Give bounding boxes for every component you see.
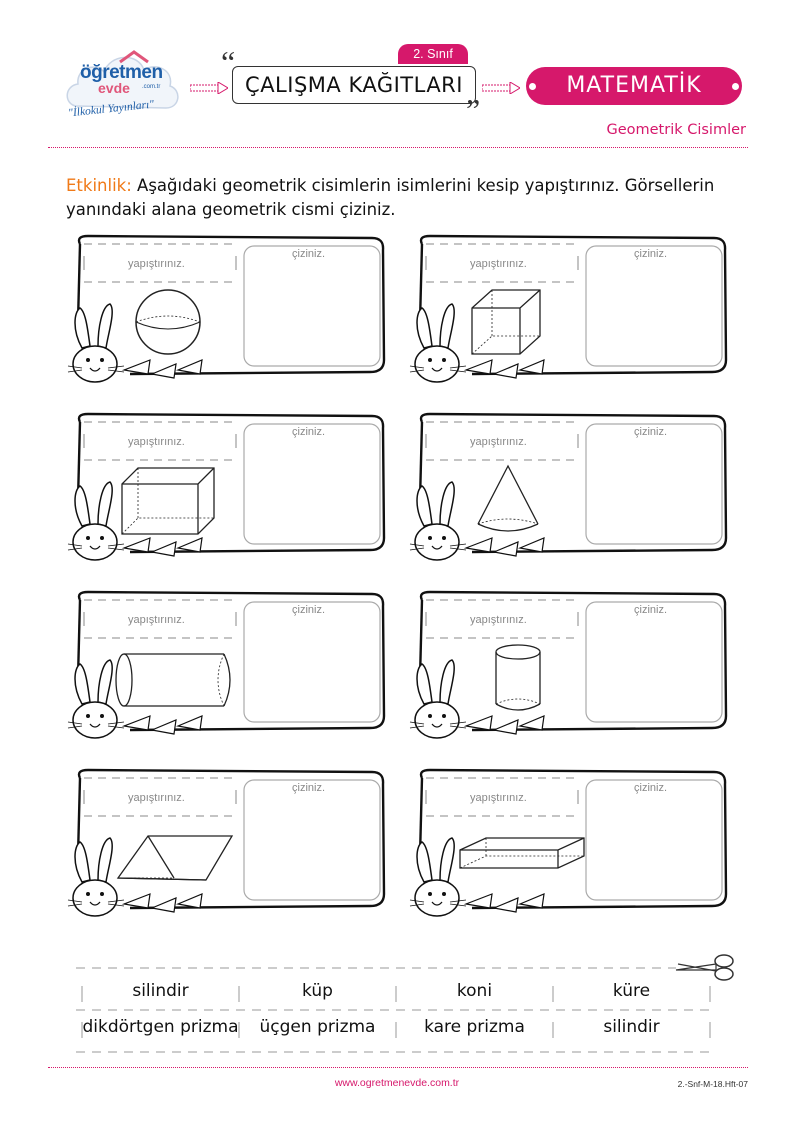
word-card[interactable]: üçgen prizma xyxy=(259,1017,376,1037)
draw-area-label: çiziniz. xyxy=(634,604,668,616)
paste-area-label: yapıştırınız. xyxy=(128,258,185,270)
triangular-prism-icon xyxy=(114,818,236,884)
shape-card xyxy=(70,232,388,382)
page-title: ÇALIŞMA KAĞITLARI xyxy=(232,66,476,104)
divider xyxy=(48,147,748,148)
logo-text: öğretmen xyxy=(80,62,163,83)
divider xyxy=(48,1067,748,1068)
bullet-icon xyxy=(529,83,536,90)
draw-area[interactable] xyxy=(244,424,380,544)
shape-card xyxy=(412,588,730,738)
cylinder-icon xyxy=(474,640,562,720)
topic-label: Geometrik Cisimler xyxy=(606,122,746,138)
horizontal-cylinder-icon xyxy=(114,640,238,720)
draw-area-label: çiziniz. xyxy=(292,248,326,260)
word-card[interactable]: silindir xyxy=(603,1017,660,1037)
subject-badge xyxy=(526,67,742,105)
shape-card xyxy=(70,766,388,916)
draw-area[interactable] xyxy=(586,424,722,544)
cone-icon xyxy=(464,462,552,538)
word-card[interactable]: dikdörtgen prizma xyxy=(82,1017,239,1037)
square-prism-icon xyxy=(456,826,588,872)
activity-label: Etkinlik: xyxy=(66,176,132,195)
open-quote: “ xyxy=(221,44,236,80)
logo-domain: .com.tr xyxy=(142,84,161,90)
paste-area[interactable] xyxy=(84,244,236,282)
arrow-right-icon xyxy=(482,82,520,94)
draw-area[interactable] xyxy=(244,780,380,900)
logo-subtitle: "İlkokul Yayınları" xyxy=(67,98,155,120)
paste-area[interactable] xyxy=(426,778,578,816)
sphere-icon xyxy=(124,282,212,362)
word-card[interactable]: kare prizma xyxy=(424,1017,525,1037)
draw-area[interactable] xyxy=(244,246,380,366)
footer-code: 2.-Snf-M-18.Hft-07 xyxy=(677,1079,748,1089)
word-card[interactable]: küre xyxy=(612,981,651,1001)
draw-area[interactable] xyxy=(586,246,722,366)
subject-label: MATEMATİK xyxy=(566,73,702,98)
paste-area[interactable] xyxy=(426,244,578,282)
footer-url[interactable]: www.ogretmenevde.com.tr xyxy=(334,1077,460,1089)
grade-tab: 2. Sınıf xyxy=(398,44,468,64)
draw-area-label: çiziniz. xyxy=(634,248,668,260)
shape-card xyxy=(412,410,730,560)
paste-area-label: yapıştırınız. xyxy=(470,614,527,626)
activity-text: Aşağıdaki geometrik cisimlerin isimlerini kesip yapıştırınız. Görsellerin yanındaki alana geometrik cismi çiziniz. xyxy=(66,176,715,219)
draw-area[interactable] xyxy=(244,602,380,722)
instructions xyxy=(66,174,726,222)
shape-card xyxy=(412,766,730,916)
paste-area[interactable] xyxy=(426,600,578,638)
arrow-right-icon xyxy=(190,82,228,94)
cube-icon xyxy=(464,284,548,360)
draw-area-label: çiziniz. xyxy=(292,604,326,616)
paste-area-label: yapıştırınız. xyxy=(128,436,185,448)
word-card[interactable]: silindir xyxy=(132,981,189,1001)
paste-area[interactable] xyxy=(84,600,236,638)
paste-area[interactable] xyxy=(84,422,236,460)
paste-area-label: yapıştırınız. xyxy=(470,436,527,448)
logo-text-evde: evde xyxy=(98,80,130,96)
rectangular-prism-icon xyxy=(118,462,218,538)
shape-card xyxy=(70,588,388,738)
shape-card xyxy=(412,232,730,382)
draw-area-label: çiziniz. xyxy=(292,426,326,438)
paste-area[interactable] xyxy=(426,422,578,460)
paste-area-label: yapıştırınız. xyxy=(470,258,527,270)
paste-area[interactable] xyxy=(84,778,236,816)
draw-area-label: çiziniz. xyxy=(634,426,668,438)
draw-area-label: çiziniz. xyxy=(634,782,668,794)
close-quote: ” xyxy=(466,92,481,128)
word-card[interactable]: küp xyxy=(302,981,333,1001)
draw-area-label: çiziniz. xyxy=(292,782,326,794)
paste-area-label: yapıştırınız. xyxy=(128,792,185,804)
bullet-icon xyxy=(732,83,739,90)
paste-area-label: yapıştırınız. xyxy=(128,614,185,626)
draw-area[interactable] xyxy=(586,780,722,900)
paste-area-label: yapıştırınız. xyxy=(470,792,527,804)
word-bank-cutlines xyxy=(76,966,716,1056)
word-card[interactable]: koni xyxy=(456,981,493,1001)
draw-area[interactable] xyxy=(586,602,722,722)
shape-card xyxy=(70,410,388,560)
